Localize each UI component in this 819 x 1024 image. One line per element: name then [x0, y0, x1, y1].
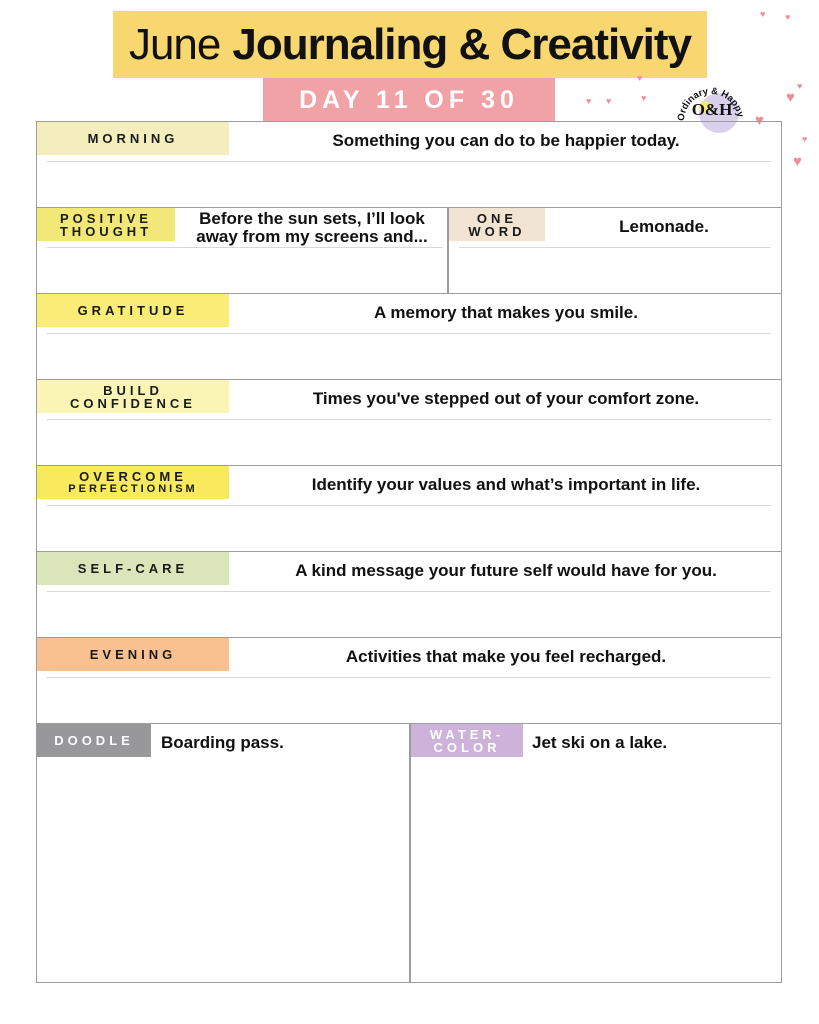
morning-section	[37, 122, 781, 208]
watercolor-prompt: Jet ski on a lake.	[532, 733, 668, 752]
overcome-perfectionism-label-line2: PERFECTIONISM	[68, 482, 198, 495]
writing-line	[47, 247, 443, 248]
self-care-label	[37, 552, 229, 585]
one-word-label	[449, 208, 545, 241]
doodle-prompt: Boarding pass.	[161, 733, 284, 752]
heart-icon: ♥	[755, 112, 764, 129]
one-word-label-line1: ONE	[476, 210, 518, 226]
logo-mark: O&H	[691, 100, 733, 119]
self-care-section	[37, 552, 781, 638]
heart-icon: ♥	[785, 12, 791, 22]
build-confidence-label-line1: BUILD	[103, 382, 163, 398]
morning-prompt: Something you can do to be happier today.	[332, 131, 680, 150]
writing-line	[47, 677, 771, 678]
heart-icon: ♥	[637, 73, 643, 83]
title-main: Journaling & Creativity	[232, 19, 692, 69]
positive-thought-label	[37, 208, 175, 241]
heart-icon: ♥	[797, 81, 803, 91]
watercolor-label-line1: WATER-	[429, 726, 505, 742]
positive-thought-row	[37, 208, 781, 294]
watercolor-label	[411, 724, 523, 757]
positive-thought-prompt	[177, 208, 447, 248]
evening-label	[37, 638, 229, 671]
positive-thought-prompt-line2: away from my screens and...	[196, 227, 428, 246]
journal-grid	[36, 121, 782, 983]
doodle-label-text: DOODLE	[54, 733, 134, 748]
heart-icon: ♥	[802, 134, 808, 144]
gratitude-label-text: GRATITUDE	[77, 303, 189, 318]
writing-line	[459, 247, 771, 248]
heart-icon: ♥	[586, 96, 592, 106]
gratitude-prompt: A memory that makes you smile.	[374, 303, 638, 322]
self-care-prompt: A kind message your future self would have for you.	[295, 561, 717, 580]
overcome-perfectionism-label-line1: OVERCOME	[79, 468, 187, 484]
watercolor-label-line2: COLOR	[433, 739, 501, 755]
drawing-row	[37, 724, 781, 982]
evening-section	[37, 638, 781, 724]
heart-icon: ♥	[793, 153, 802, 170]
one-word-label-line2: WORD	[468, 223, 526, 239]
positive-thought-prompt-line1: Before the sun sets, I’ll look	[199, 209, 425, 228]
evening-label-text: EVENING	[89, 647, 177, 662]
build-confidence-label	[37, 380, 229, 413]
positive-thought-label-line1: POSITIVE	[60, 210, 152, 226]
build-confidence-prompt: Times you've stepped out of your comfort zone.	[312, 389, 700, 408]
one-word-prompt: Lemonade.	[619, 217, 709, 236]
build-confidence-section	[37, 380, 781, 466]
positive-thought-label-line2: THOUGHT	[59, 223, 153, 239]
doodle-label	[37, 724, 151, 757]
build-confidence-label-line2: CONFIDENCE	[70, 395, 196, 411]
overcome-perfectionism-label	[37, 466, 229, 499]
overcome-perfectionism-section	[37, 466, 781, 552]
gratitude-label	[37, 294, 229, 327]
writing-line	[47, 161, 771, 162]
evening-prompt: Activities that make you feel recharged.	[345, 647, 667, 666]
self-care-label-text: SELF-CARE	[77, 561, 189, 576]
writing-line	[47, 419, 771, 420]
gratitude-section	[37, 294, 781, 380]
writing-line	[47, 333, 771, 334]
column-divider	[409, 724, 411, 982]
title-month: June	[128, 19, 221, 69]
morning-label	[37, 122, 229, 155]
logo-arc-text: Ordinary & Happy	[675, 85, 746, 122]
page-title	[113, 11, 707, 78]
heart-icon: ♥	[641, 93, 647, 103]
writing-line	[47, 505, 771, 506]
day-counter-badge: DAY 11 OF 30	[263, 78, 555, 122]
heart-icon: ♥	[760, 9, 766, 19]
morning-label-text: MORNING	[87, 131, 179, 146]
heart-icon: ♥	[606, 96, 612, 106]
overcome-perfectionism-prompt: Identify your values and what’s important in life.	[311, 475, 701, 494]
heart-icon: ♥	[786, 89, 795, 106]
writing-line	[47, 591, 771, 592]
